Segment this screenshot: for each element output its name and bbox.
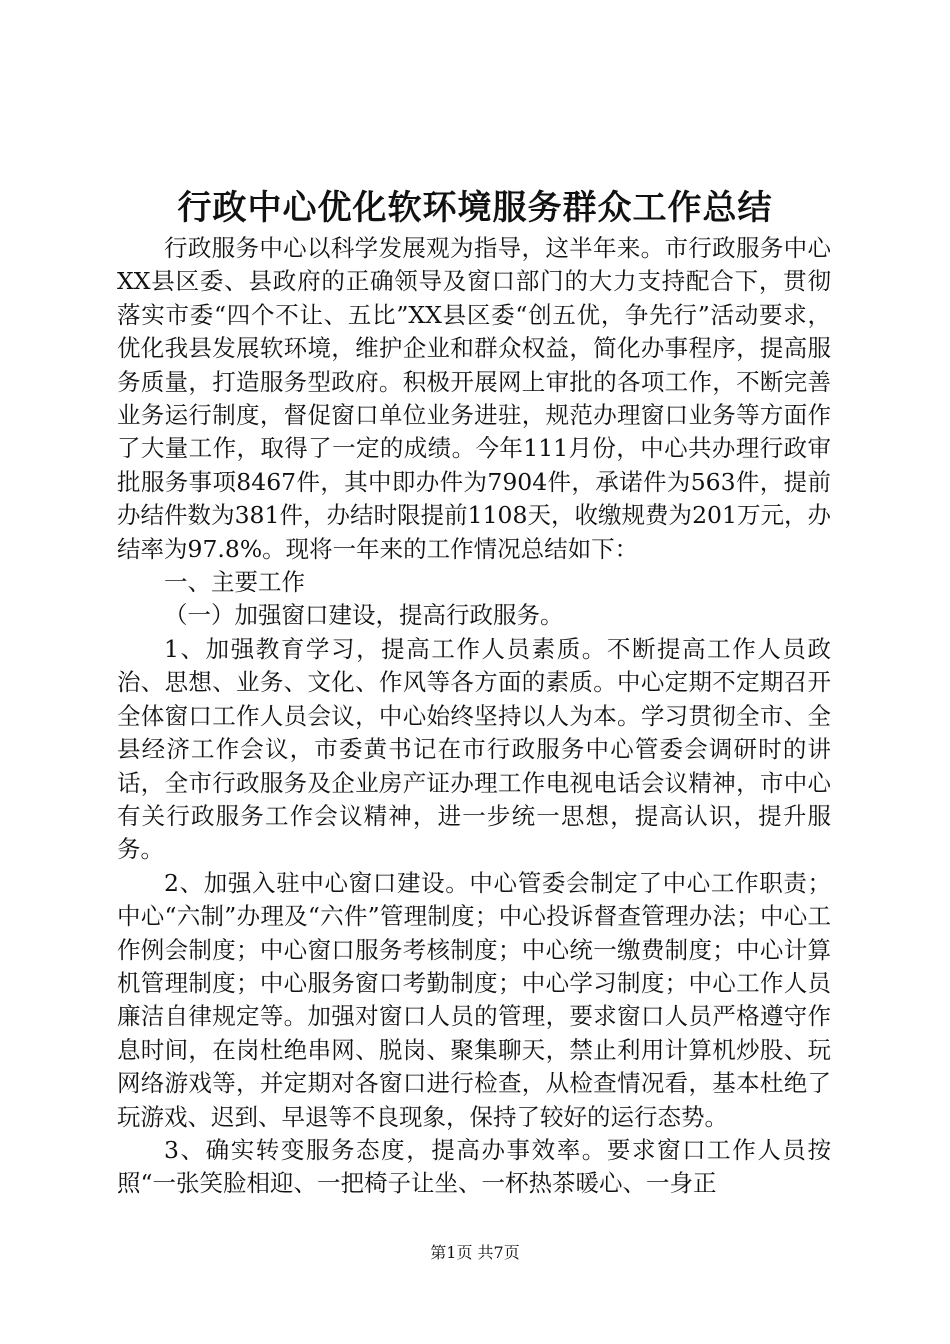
document-title: 行政中心优化软环境服务群众工作总结: [177, 188, 773, 228]
paragraph-item-3: 3、确实转变服务态度，提高办事效率。要求窗口工作人员按照“一张笑脸相迎、一把椅子让坐、一杯热茶暖心、一身正: [117, 1135, 831, 1198]
document-body: [117, 232, 831, 1201]
paragraph-intro: 行政服务中心以科学发展观为指导，这半年来。市行政服务中心XX县区委、县政府的正确领导及窗口部门的大力支持配合下，贯彻落实市委“四个不让、五比”XX县区委“创五优，争先行”活动要求，优化我县发展软环境，维护企业和群众权益，简化办事程序，提高服务质量，打造服务型政府。积极开展网上审批的各项工作，不断完善业务运行制度，督促窗口单位业务进驻，规范办理窗口业务等方面作了大量工作，取得了一定的成绩。今年111月份，中心共办理行政审批服务事项8467件，其中即办件为7904件，承诺件为563件，提前办结件数为381件，办结时限提前1108天，收缴规费为201万元，办结率为97.8%。现将一年来的工作情况总结如下：: [117, 234, 831, 563]
page-footer: 第1页 共7页: [430, 1243, 520, 1262]
subheading-window-building: （一）加强窗口建设，提高行政服务。: [164, 601, 564, 630]
heading-main-work: 一、主要工作: [164, 568, 305, 597]
paragraph-item-1: 1、加强教育学习，提高工作人员素质。不断提高工作人员政治、思想、业务、文化、作风等各方面的素质。中心定期不定期召开全体窗口工作人员会议，中心始终坚持以人为本。学习贯彻全市、全县经济工作会议，市委黄书记在市行政服务中心管委会调研时的讲话，全市行政服务及企业房产证办理工作电视电话会议精神，市中心有关行政服务工作会议精神，进一步统一思想，提高认识，提升服务。: [117, 634, 831, 864]
paragraph-item-2: 2、加强入驻中心窗口建设。中心管委会制定了中心工作职责；中心“六制”办理及“六件”管理制度；中心投诉督查管理办法；中心工作例会制度；中心窗口服务考核制度；中心统一缴费制度；中心计算机管理制度；中心服务窗口考勤制度；中心学习制度；中心工作人员廉洁自律规定等。加强对窗口人员的管理，要求窗口人员严格遵守作息时间，在岗杜绝串网、脱岗、聚集聊天，禁止利用计算机炒股、玩网络游戏等，并定期对各窗口进行检查，从检查情况看，基本杜绝了玩游戏、迟到、早退等不良现象，保持了较好的运行态势。: [117, 868, 831, 1131]
